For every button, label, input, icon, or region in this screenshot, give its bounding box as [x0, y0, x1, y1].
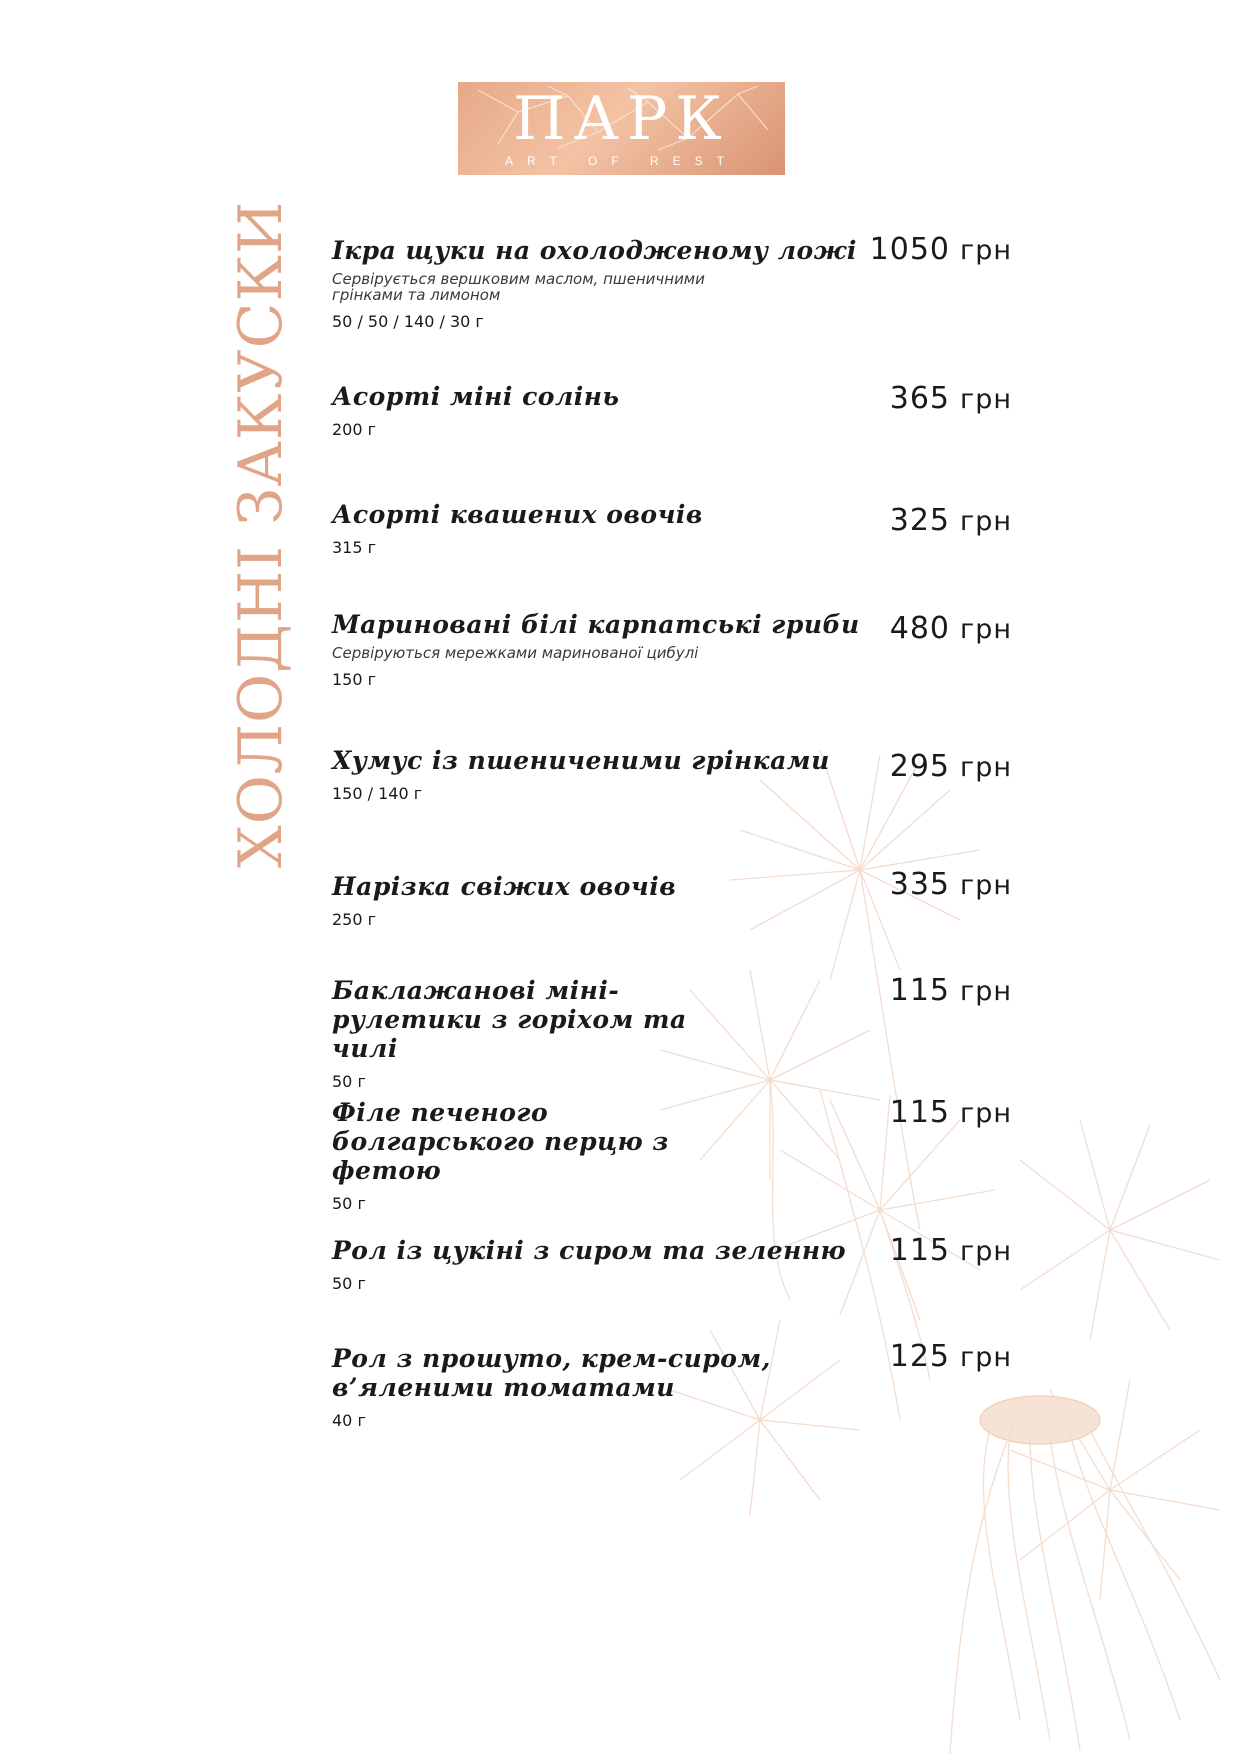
- item-name: Філе печеного болгарського перцю з фетою: [332, 1098, 669, 1185]
- item-price: [862, 868, 1012, 903]
- item-name: Асорті квашених овочів: [332, 500, 703, 529]
- price-value: 365: [889, 381, 951, 416]
- logo-tagline: ART OF REST: [505, 154, 738, 168]
- price-value: 1050: [869, 232, 951, 267]
- logo-wordmark: ПАРК: [513, 84, 730, 154]
- price-currency: грн: [960, 384, 1012, 415]
- price-value: 115: [889, 1233, 951, 1268]
- item-weight: 250 г: [332, 910, 377, 929]
- item-name: Рол з прошуто, крем-сиром, в’яленими томатами: [332, 1344, 771, 1402]
- price-currency: грн: [960, 1236, 1012, 1267]
- item-price: [862, 382, 1012, 417]
- item-name: Мариновані білі карпатські гриби: [332, 610, 860, 639]
- price-value: 125: [889, 1339, 951, 1374]
- item-name: Рол із цукіні з сиром та зеленню: [332, 1236, 847, 1265]
- item-weight: 50 / 50 / 140 / 30 г: [332, 312, 484, 331]
- menu-item: [332, 500, 872, 557]
- menu-item: [332, 746, 872, 803]
- item-name: Нарізка свіжих овочів: [332, 872, 677, 901]
- price-value: 335: [889, 867, 951, 902]
- menu-item: [332, 610, 872, 689]
- price-currency: грн: [960, 1342, 1012, 1373]
- item-name: Асорті міні солінь: [332, 382, 620, 411]
- menu-item: [332, 1098, 732, 1213]
- menu-item: [332, 1344, 862, 1430]
- price-currency: грн: [960, 614, 1012, 645]
- item-weight: 50 г: [332, 1194, 366, 1213]
- item-price: [862, 1340, 1012, 1375]
- item-description: Сервірується вершковим маслом, пшеничними грінками та лимоном: [332, 270, 705, 304]
- item-price: [862, 1096, 1012, 1131]
- price-currency: грн: [960, 870, 1012, 901]
- price-currency: грн: [960, 752, 1012, 783]
- item-price: [862, 1234, 1012, 1269]
- price-currency: грн: [960, 976, 1012, 1007]
- price-currency: грн: [960, 506, 1012, 537]
- price-value: 295: [889, 749, 951, 784]
- item-weight: 150 г: [332, 670, 377, 689]
- item-price: [862, 233, 1012, 268]
- menu-item: [332, 1236, 872, 1293]
- item-price: [862, 750, 1012, 785]
- menu-item: [332, 976, 732, 1091]
- item-weight: 50 г: [332, 1072, 366, 1091]
- menu-item: [332, 872, 872, 929]
- price-value: 480: [889, 611, 951, 646]
- price-currency: грн: [960, 235, 1012, 266]
- price-value: 115: [889, 1095, 951, 1130]
- item-weight: 40 г: [332, 1411, 366, 1430]
- item-weight: 150 / 140 г: [332, 784, 423, 803]
- price-value: 115: [889, 973, 951, 1008]
- menu-item: [332, 382, 872, 439]
- item-description: Сервіруються мережками маринованої цибулі: [332, 644, 699, 662]
- item-weight: 50 г: [332, 1274, 366, 1293]
- section-title: ХОЛОДНІ ЗАКУСКИ: [226, 200, 296, 868]
- item-weight: 315 г: [332, 538, 377, 557]
- menu-item: [332, 236, 872, 331]
- logo: [458, 82, 785, 175]
- item-name: Ікра щуки на охолодженому ложі: [332, 236, 857, 265]
- price-value: 325: [889, 503, 951, 538]
- item-price: [862, 504, 1012, 539]
- item-name: Хумус із пшениченими грінками: [332, 746, 830, 775]
- item-weight: 200 г: [332, 420, 377, 439]
- item-name: Баклажанові міні-рулетики з горіхом та чилі: [332, 976, 687, 1063]
- item-price: [862, 974, 1012, 1009]
- item-price: [862, 612, 1012, 647]
- price-currency: грн: [960, 1098, 1012, 1129]
